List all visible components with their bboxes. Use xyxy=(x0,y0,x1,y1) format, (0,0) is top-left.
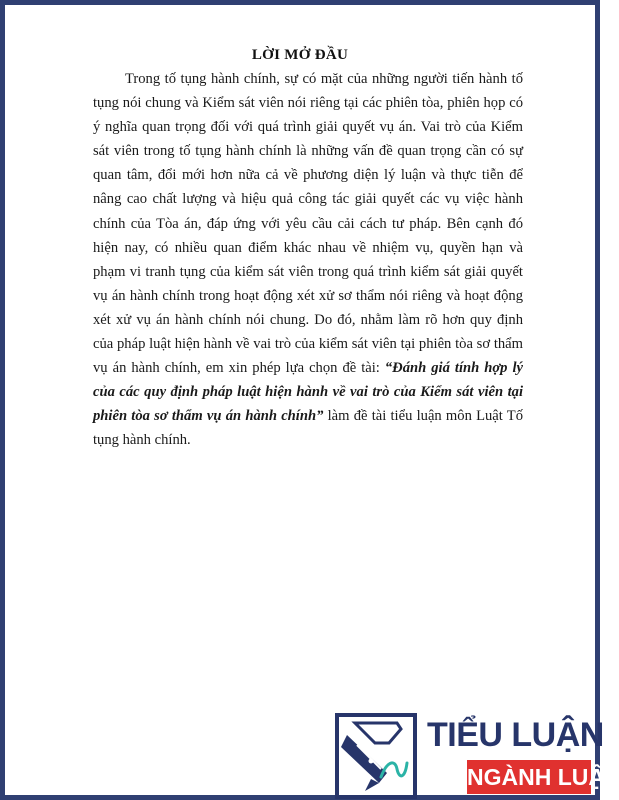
fountain-pen-icon xyxy=(335,713,417,799)
page-title: LỜI MỞ ĐẦU xyxy=(251,47,349,63)
intro-paragraph xyxy=(93,67,523,453)
paragraph-end-text: làm đề tài tiểu luận môn Luật Tố tụng hành chính. xyxy=(93,408,524,449)
thesis-topic: “Đánh giá tính hợp lý của các quy định pháp luật hiện hành về vai trò của Kiểm sát viên tại phiên tòa sơ thẩm vụ án hành chính” xyxy=(93,360,524,425)
logo-subtitle: NGÀNH LUẬT xyxy=(467,760,591,794)
logo-title: TIỂU LUẬN xyxy=(427,716,604,754)
site-logo xyxy=(335,713,619,799)
paragraph-main-text: Trong tố tụng hành chính, sự có mặt của những người tiến hành tố tụng nói chung và Kiểm sát viên nói riêng tại các phiên tòa, phiên họp có ý nghĩa quan trọng đối với quá trình giải quyết vụ án. Vai trò của Kiểm sát viên trong tố tụng hành chính là những vấn đề quan trọng cần có sự quan tâm, đổi mới hơn nữa cả về phương diện lý luận và thực tiễn để nâng cao chất lượng và hiệu quả công tác giải quyết các vụ việc hành chính của Tòa án, đáp ứng với yêu cầu cải cách tư pháp. Bên cạnh đó hiện nay, có nhiều quan điểm khác nhau về nhiệm vụ, quyền hạn và phạm vi tranh tụng của kiểm sát viên trong quá trình kiểm sát giải quyết vụ án hành chính trong hoạt động xét xử sơ thẩm nói riêng và hoạt động xét xử vụ án hành chính nói chung. Do đó, nhằm làm rõ hơn quy định của pháp luật hiện hành về vai trò của kiểm sát viên tại phiên tòa sơ thẩm vụ án hành chính, em xin phép lựa chọn đề tài: xyxy=(93,71,523,377)
